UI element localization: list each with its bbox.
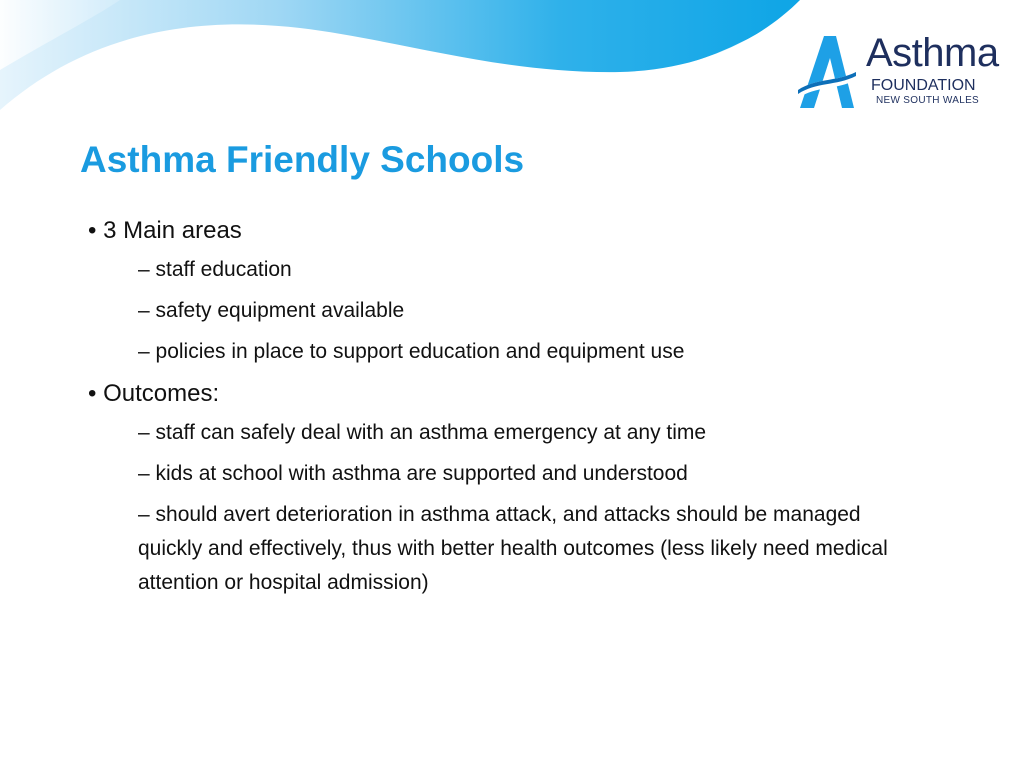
subitem-policies: – policies in place to support education and equipment use	[138, 340, 685, 363]
asthma-logo-icon	[796, 32, 858, 110]
logo-region: NEW SOUTH WALES	[876, 95, 980, 106]
slide-title: Asthma Friendly Schools	[80, 139, 525, 180]
subitem-avert-deterioration: – should avert deterioration in asthma attack, and attacks should be managed quickly and effectively, thus with better health outcomes (less likely need medical attention or hospital admission)	[138, 503, 888, 594]
logo-subtitle: FOUNDATION	[871, 77, 976, 94]
subitem-staff-emergency: – staff can safely deal with an asthma emergency at any time	[138, 421, 707, 444]
bullet-outcomes: • Outcomes:	[88, 380, 220, 407]
subitem-kids-supported: – kids at school with asthma are supported and understood	[138, 462, 688, 485]
subitem-staff-education: – staff education	[138, 258, 292, 281]
subitem-safety-equipment: – safety equipment available	[138, 299, 405, 322]
bullet-main-areas: • 3 Main areas	[88, 217, 242, 244]
logo-name: Asthma	[866, 31, 999, 75]
slide-content	[88, 213, 988, 607]
asthma-foundation-logo	[796, 30, 1006, 110]
